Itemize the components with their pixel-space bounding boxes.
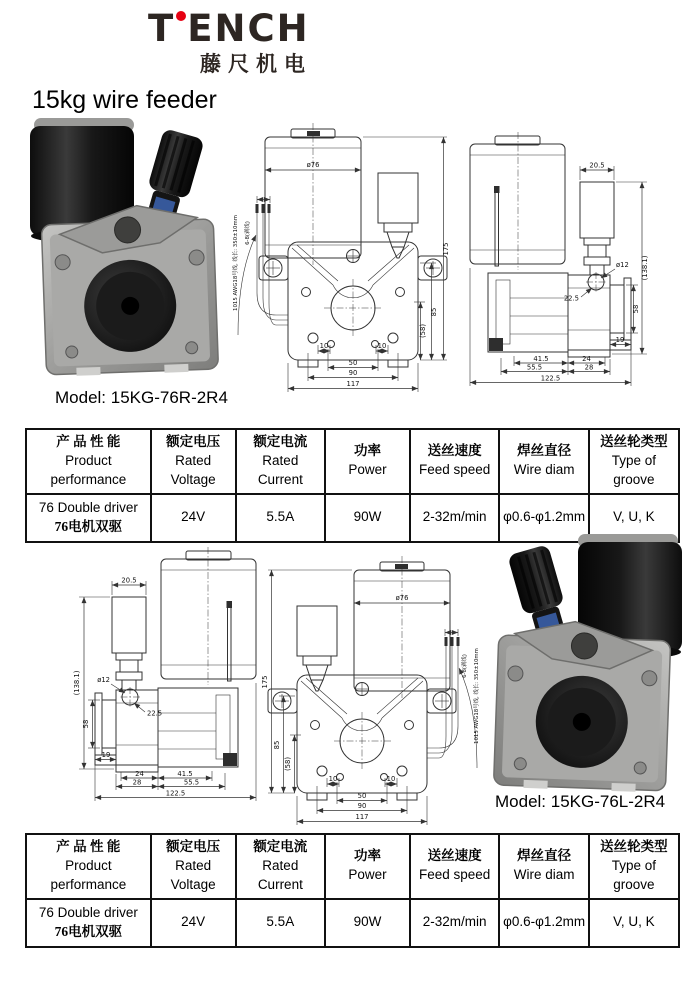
- logo-letters-rest: ENCH: [187, 7, 310, 50]
- header-type-of-groove: 送丝轮类型 Type of groove: [589, 834, 679, 899]
- product-photo-right-version: [12, 110, 234, 382]
- dim-label: 24: [135, 770, 144, 778]
- cell-product: 76 Double driver 76电机双驱: [26, 899, 151, 947]
- dim-label: (138.1): [641, 255, 649, 281]
- logo-letter-t: T: [148, 7, 176, 50]
- cell-wire-diam: φ0.6-φ1.2mm: [499, 899, 588, 947]
- wire-note: 1015 AWG18号线, 线长: 350±10mm: [474, 648, 480, 744]
- red-dot-icon: [176, 11, 186, 21]
- header-power: 功率 Power: [325, 834, 410, 899]
- dim-label: 117: [355, 813, 369, 821]
- model-label-left-version: Model: 15KG-76L-2R4: [495, 792, 666, 811]
- spec-header-row: [26, 429, 679, 494]
- cell-product: 76 Double driver 76电机双驱: [26, 494, 151, 542]
- cell-voltage: 24V: [151, 899, 236, 947]
- page-title: 15kg wire feeder: [32, 86, 217, 114]
- cell-feed-speed: 2-32m/min: [410, 494, 499, 542]
- dim-label: 10: [377, 342, 387, 350]
- cell-groove: V, U, K: [589, 494, 679, 542]
- wire-note: 1015 AWG18号线, 线长: 350±10mm: [233, 215, 239, 311]
- dim-label: 175: [442, 242, 450, 256]
- dim-label: 22.5: [563, 294, 579, 303]
- product-photo-left-version: [478, 526, 700, 798]
- dim-label: 122.5: [165, 789, 186, 798]
- cell-power: 90W: [325, 494, 410, 542]
- cell-groove: V, U, K: [589, 899, 679, 947]
- dim-label: 58: [632, 304, 640, 314]
- dim-label: 85: [430, 307, 438, 317]
- cell-feed-speed: 2-32m/min: [410, 899, 499, 947]
- header-product-performance: 产 品 性 能 Product performance: [26, 429, 151, 494]
- brand-logo: [148, 7, 368, 78]
- spec-value-row: [26, 899, 679, 947]
- dim-label: 122.5: [540, 374, 561, 383]
- cell-current: 5.5A: [236, 899, 325, 947]
- side-view-drawing-left-version: [28, 545, 268, 807]
- dim-label: 20.5: [121, 576, 137, 585]
- header-wire-diam: 焊丝直径 Wire diam: [499, 429, 588, 494]
- dim-label: 41.5: [177, 770, 193, 778]
- dim-label: 90: [357, 802, 367, 810]
- dim-label: 28: [132, 778, 142, 787]
- dim-label: 85: [273, 740, 281, 750]
- header-feed-speed: 送丝速度 Feed speed: [410, 429, 499, 494]
- spec-header-row: [26, 834, 679, 899]
- dim-label: 28: [584, 363, 594, 372]
- dim-label: 10: [328, 775, 338, 783]
- dim-label: 41.5: [533, 355, 549, 363]
- dim-label: 58: [82, 719, 90, 729]
- dim-label: (58): [284, 757, 292, 771]
- dim-label: 90: [348, 369, 358, 377]
- dim-label: 20.5: [589, 161, 605, 170]
- cell-current: 5.5A: [236, 494, 325, 542]
- dim-label: 10: [386, 775, 396, 783]
- side-view-drawing-right-version: [458, 130, 698, 392]
- brand-logo-chinese: 藤尺机电: [200, 52, 312, 76]
- header-rated-current: 额定电流 Rated Current: [236, 834, 325, 899]
- dim-label: ø76: [395, 594, 409, 602]
- front-view-drawing-left-version: [252, 528, 487, 828]
- header-rated-current: 额定电流 Rated Current: [236, 429, 325, 494]
- brand-logo-text: [148, 7, 368, 50]
- dim-label: 19: [615, 336, 625, 344]
- cell-voltage: 24V: [151, 494, 236, 542]
- dim-label: 55.5: [526, 363, 543, 372]
- front-view-drawing-right-version: [228, 95, 463, 395]
- dim-label: 50: [348, 359, 358, 367]
- dim-label: 10: [319, 342, 329, 350]
- strip-note: 6-8(剥线): [245, 221, 251, 245]
- dim-label: (138.1): [73, 670, 81, 696]
- spec-table-2: [25, 833, 680, 948]
- dim-label: 22.5: [147, 709, 163, 718]
- dim-label: 24: [582, 355, 591, 363]
- header-rated-voltage: 额定电压 Rated Voltage: [151, 429, 236, 494]
- dim-label: (58): [419, 324, 427, 338]
- header-power: 功率 Power: [325, 429, 410, 494]
- strip-note: 6-8(剥线): [462, 654, 468, 678]
- cell-wire-diam: φ0.6-φ1.2mm: [499, 494, 588, 542]
- header-rated-voltage: 额定电压 Rated Voltage: [151, 834, 236, 899]
- dim-label: 55.5: [183, 778, 200, 787]
- dim-label: ø76: [306, 161, 320, 169]
- header-product-performance: 产 品 性 能 Product performance: [26, 834, 151, 899]
- header-feed-speed: 送丝速度 Feed speed: [410, 834, 499, 899]
- dim-label: 19: [101, 751, 111, 759]
- dim-label: 117: [346, 380, 360, 388]
- dim-label: 50: [357, 792, 367, 800]
- header-wire-diam: 焊丝直径 Wire diam: [499, 834, 588, 899]
- dim-label: ø12: [616, 261, 629, 269]
- cell-power: 90W: [325, 899, 410, 947]
- header-type-of-groove: 送丝轮类型 Type of groove: [589, 429, 679, 494]
- model-label-right-version: Model: 15KG-76R-2R4: [55, 388, 228, 407]
- dim-label: 175: [261, 675, 269, 689]
- dim-label: ø12: [97, 676, 110, 684]
